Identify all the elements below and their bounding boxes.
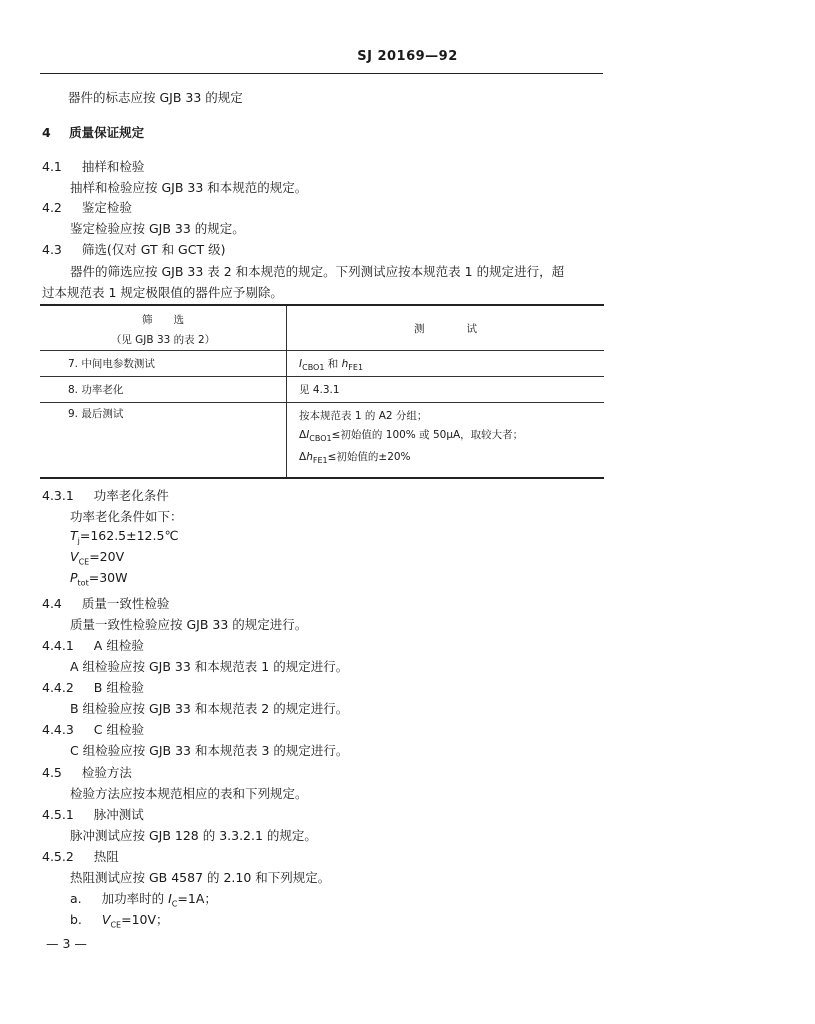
- intro-line: 器件的标志应按 GJB 33 的规定: [68, 90, 243, 105]
- list-item-b: [70, 910, 169, 930]
- header-rule: [40, 73, 603, 74]
- table-cell: [40, 377, 287, 403]
- s4-4-3-body: C 组检验应按 GJB 33 和本规范表 3 的规定进行。: [70, 743, 349, 758]
- section-title: C 组检验: [93, 722, 144, 737]
- table-row: [40, 403, 604, 479]
- condition-tj: $T_j=162.5\pm 12.5℃$: [70, 528, 179, 546]
- section-title: 热阻: [93, 849, 119, 864]
- table-cell: [40, 403, 287, 479]
- section-title: 功率老化条件: [93, 488, 169, 503]
- section-number: 4.3.1: [42, 488, 74, 503]
- s4-4-body: 质量一致性检验应按 GJB 33 的规定进行。: [70, 617, 308, 632]
- list-text: $V_{CE}=10V$；: [101, 912, 169, 930]
- s4-4-1-heading: [42, 636, 144, 654]
- test-line: $\Delta h_{FE1}\le$初始值的±20%: [299, 451, 411, 466]
- s4-4-2-heading: [42, 678, 144, 696]
- s4-2-body: 鉴定检验应按 GJB 33 的规定。: [70, 221, 245, 236]
- s4-1-body: 抽样和检验应按 GJB 33 和本规范的规定。: [70, 180, 308, 195]
- section-number: 4: [42, 125, 51, 140]
- list-text: 加功率时的 $I_C=1A$；: [101, 891, 217, 909]
- condition-vce: $V_{CE}=20V$: [70, 549, 125, 567]
- s4-3-body-line2: 过本规范表 1 规定极限值的器件应予剔除。: [42, 285, 283, 300]
- s4-5-heading: [42, 763, 132, 781]
- table-row: [40, 351, 604, 377]
- section-title: 抽样和检验: [81, 159, 145, 174]
- section-title: 检验方法: [81, 765, 132, 780]
- list-label: b.: [70, 912, 82, 927]
- section-number: 4.4.1: [42, 638, 74, 653]
- section-number: 4.4: [42, 596, 62, 611]
- s4-1-heading: [42, 157, 144, 175]
- table-cell: [287, 377, 605, 403]
- list-item-a: [70, 889, 217, 909]
- s4-4-heading: [42, 594, 169, 612]
- document-number: SJ 20169—92: [357, 49, 458, 64]
- s4-3-1-intro: 功率老化条件如下：: [70, 509, 183, 524]
- test-text: [287, 403, 604, 470]
- section-number: 4.2: [42, 200, 62, 215]
- s4-4-1-body: A 组检验应按 GJB 33 和本规范表 1 的规定进行。: [70, 659, 349, 674]
- section-title: 质量一致性检验: [81, 596, 170, 611]
- section-number: 4.5.2: [42, 849, 74, 864]
- section-number: 4.3: [42, 242, 62, 257]
- test-line: 按本规范表 1 的 A2 分组；: [299, 410, 428, 422]
- test-line: $\Delta I_{CBO1}\le$初始值的 100% 或 50μA，取较大者；: [299, 429, 524, 444]
- screen-label: 8. 功率老化: [68, 384, 124, 396]
- s4-4-2-body: B 组检验应按 GJB 33 和本规范表 2 的规定进行。: [70, 701, 349, 716]
- page-number: — 3 —: [46, 936, 87, 951]
- section-number: 4.4.3: [42, 722, 74, 737]
- section-number: 4.1: [42, 159, 62, 174]
- s4-3-1-heading: [42, 486, 169, 504]
- table-row: [40, 377, 604, 403]
- s4-5-1-body: 脉冲测试应按 GJB 128 的 3.3.2.1 的规定。: [70, 828, 317, 843]
- s4-2-heading: [42, 198, 132, 216]
- section-title: A 组检验: [93, 638, 144, 653]
- header-line: （见 GJB 33 的表 2）: [110, 334, 216, 346]
- section-title: B 组检验: [93, 680, 144, 695]
- s4-5-1-heading: [42, 805, 144, 823]
- screening-table: [40, 304, 604, 479]
- table-header-row: [40, 305, 604, 351]
- table-cell: [40, 351, 287, 377]
- s4-5-2-heading: [42, 847, 119, 865]
- s4-4-3-heading: [42, 720, 144, 738]
- section-number: 4.4.2: [42, 680, 74, 695]
- s4-3-heading: [42, 240, 225, 258]
- screen-label: 7. 中间电参数测试: [68, 358, 155, 370]
- table-header-test: 测 试: [287, 305, 605, 351]
- table-cell: [287, 351, 605, 377]
- table-cell: [287, 403, 605, 479]
- section-title: 脉冲测试: [93, 807, 144, 822]
- header-line: 筛 选: [142, 314, 184, 326]
- test-text: $I_{CBO1}$ 和 $h_{FE1}$: [299, 358, 364, 373]
- section-4-heading: [42, 123, 144, 141]
- screen-label: 9. 最后测试: [68, 408, 124, 420]
- section-title: 鉴定检验: [81, 200, 132, 215]
- table-header-screen: [40, 305, 287, 351]
- test-text: 见 4.3.1: [299, 384, 340, 396]
- section-title: 筛选(仅对 GT 和 GCT 级): [81, 242, 226, 257]
- s4-3-body-line1: 器件的筛选应按 GJB 33 表 2 和本规范的规定。下列测试应按本规范表 1 的规定进行，超: [70, 264, 565, 279]
- section-title: 质量保证规定: [69, 125, 145, 140]
- section-number: 4.5: [42, 765, 62, 780]
- section-number: 4.5.1: [42, 807, 74, 822]
- s4-5-body: 检验方法应按本规范相应的表和下列规定。: [70, 786, 308, 801]
- list-label: a.: [70, 891, 82, 906]
- condition-ptot: $P_{tot}=30W$: [70, 570, 128, 588]
- s4-5-2-body: 热阻测试应按 GB 4587 的 2.10 和下列规定。: [70, 870, 331, 885]
